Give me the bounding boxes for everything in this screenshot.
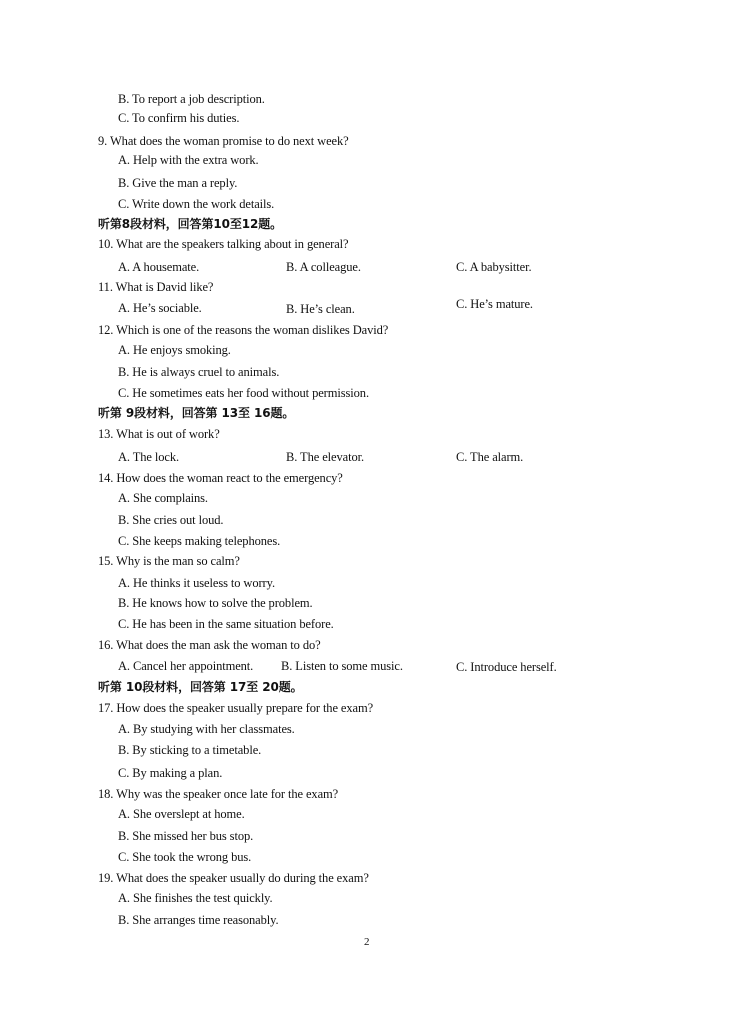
option-19a: A. She finishes the test quickly. [118, 891, 273, 905]
option-11c: C. He’s mature. [456, 297, 533, 311]
option-12b: B. He is always cruel to animals. [118, 365, 280, 379]
section-heading-9: 听第 9段材料，回答第 13至 16题。 [98, 406, 295, 420]
option-10b: B. A colleague. [286, 260, 361, 274]
question-13: 13. What is out of work? [98, 427, 220, 441]
option-14a: A. She complains. [118, 491, 208, 505]
question-18: 18. Why was the speaker once late for the exam? [98, 787, 339, 801]
option-13a: A. The lock. [118, 450, 180, 464]
option-18b: B. She missed her bus stop. [118, 829, 254, 843]
option-8b: B. To report a job description. [118, 92, 265, 106]
question-11: 11. What is David like? [98, 280, 214, 294]
question-9: 9. What does the woman promise to do next week? [98, 134, 349, 148]
question-17: 17. How does the speaker usually prepare for the exam? [98, 701, 374, 715]
option-11b: B. He’s clean. [286, 302, 355, 316]
question-14: 14. How does the woman react to the emergency? [98, 471, 343, 485]
section-heading-10: 听第 10段材料，回答第 17至 20题。 [98, 680, 303, 694]
option-18a: A. She overslept at home. [118, 807, 245, 821]
option-17c: C. By making a plan. [118, 766, 223, 780]
option-12a: A. He enjoys smoking. [118, 343, 231, 357]
option-15a: A. He thinks it useless to worry. [118, 576, 275, 590]
option-10c: C. A babysitter. [456, 260, 532, 274]
question-16: 16. What does the man ask the woman to do? [98, 638, 321, 652]
option-13b: B. The elevator. [286, 450, 365, 464]
option-15c: C. He has been in the same situation before. [118, 617, 334, 631]
option-16c: C. Introduce herself. [456, 660, 557, 674]
option-16a: A. Cancel her appointment. [118, 659, 254, 673]
option-10a: A. A housemate. [118, 260, 200, 274]
option-8c: C. To confirm his duties. [118, 111, 240, 125]
question-10: 10. What are the speakers talking about in general? [98, 237, 349, 251]
question-12: 12. Which is one of the reasons the woman dislikes David? [98, 323, 389, 337]
option-18c: C. She took the wrong bus. [118, 850, 252, 864]
option-13c: C. The alarm. [456, 450, 524, 464]
option-16b: B. Listen to some music. [281, 659, 403, 673]
section-heading-8: 听第8段材料，回答第10至12题。 [98, 217, 283, 231]
option-15b: B. He knows how to solve the problem. [118, 596, 313, 610]
option-12c: C. He sometimes eats her food without permission. [118, 386, 369, 400]
page-number: 2 [364, 936, 370, 948]
question-15: 15. Why is the man so calm? [98, 554, 240, 568]
option-19b: B. She arranges time reasonably. [118, 913, 279, 927]
option-9a: A. Help with the extra work. [118, 153, 259, 167]
option-9c: C. Write down the work details. [118, 197, 275, 211]
option-11a: A. He’s sociable. [118, 301, 202, 315]
option-14c: C. She keeps making telephones. [118, 534, 281, 548]
question-19: 19. What does the speaker usually do during the exam? [98, 871, 369, 885]
option-14b: B. She cries out loud. [118, 513, 224, 527]
option-17a: A. By studying with her classmates. [118, 722, 295, 736]
option-9b: B. Give the man a reply. [118, 176, 238, 190]
option-17b: B. By sticking to a timetable. [118, 743, 262, 757]
